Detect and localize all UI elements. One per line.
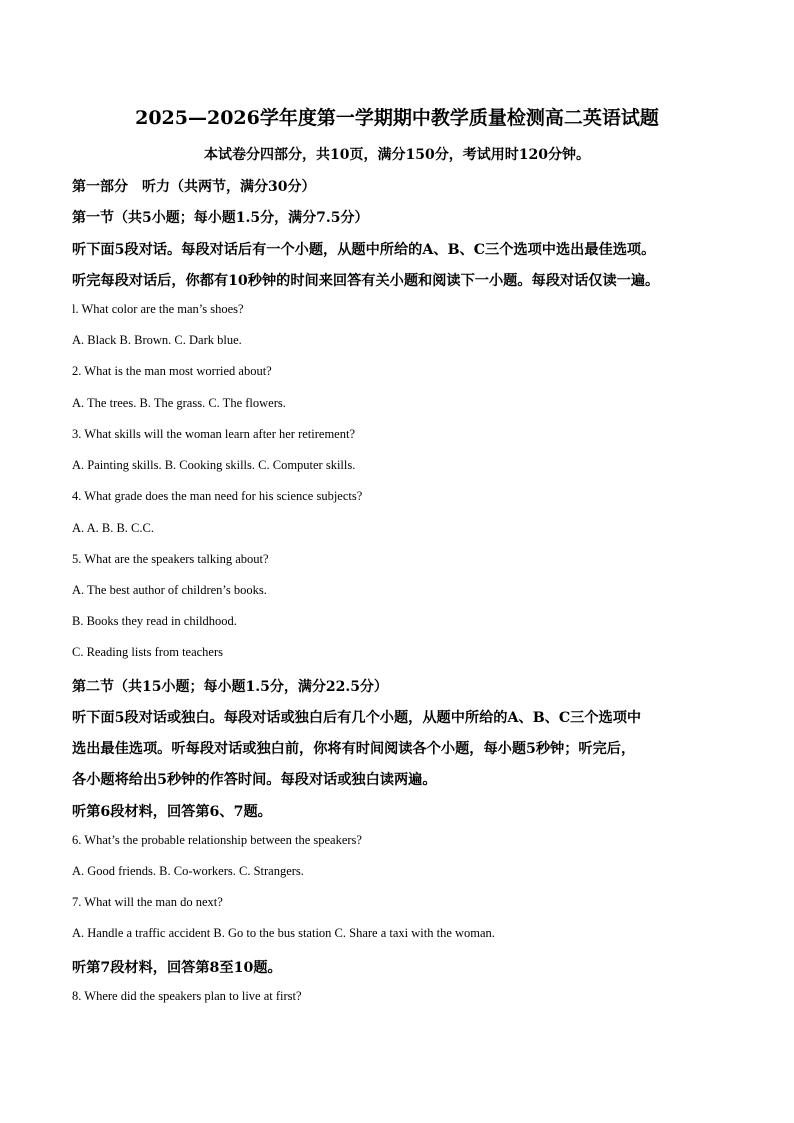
question-6: 6. What’s the probable relationship between the speakers? (72, 833, 362, 847)
material-6-heading: 听第6段材料，回答第6、7题。 (72, 804, 272, 820)
question-5: 5. What are the speakers talking about? (72, 552, 269, 566)
section1-heading: 第一节（共5小题；每小题1.5分，满分7.5分） (72, 210, 369, 226)
section1-instruction-line: 听下面5段对话。每段对话后有一个小题，从题中所给的A、B、C三个选项中选出最佳选项。 (72, 242, 656, 258)
section2-instruction-line: 选出最佳选项。听每段对话或独白前，你将有时间阅读各个小题，每小题5秒钟；听完后， (72, 741, 636, 757)
question-6-options: A. Good friends. B. Co-workers. C. Strangers. (72, 864, 304, 878)
page-title: 2025—2026学年度第一学期期中教学质量检测高二英语试题 (135, 107, 659, 129)
part1-heading: 第一部分 听力（共两节，满分30分） (72, 179, 316, 195)
question-2-options: A. The trees. B. The grass. C. The flowers. (72, 396, 286, 410)
question-5-option-c: C. Reading lists from teachers (72, 645, 224, 659)
question-8: 8. Where did the speakers plan to live at first? (72, 989, 302, 1003)
material-7-heading: 听第7段材料，回答第8至10题。 (72, 960, 282, 976)
question-1: l. What color are the man’s shoes? (72, 302, 244, 316)
question-7: 7. What will the man do next? (72, 895, 223, 909)
question-1-options: A. Black B. Brown. C. Dark blue. (72, 333, 242, 347)
question-2: 2. What is the man most worried about? (72, 364, 272, 378)
question-3: 3. What skills will the woman learn after her retirement? (72, 427, 356, 441)
section2-instruction-line: 听下面5段对话或独白。每段对话或独白后有几个小题，从题中所给的A、B、C三个选项中 (72, 710, 642, 726)
exam-info: 本试卷分四部分，共10页，满分150分，考试用时120分钟。 (204, 147, 590, 163)
section1-instruction-line: 听完每段对话后，你都有10秒钟的时间来回答有关小题和阅读下一小题。每段对话仅读一遍。 (72, 273, 660, 289)
question-4-options: A. A. B. B. C.C. (72, 521, 154, 535)
question-3-options: A. Painting skills. B. Cooking skills. C. Computer skills. (72, 458, 356, 472)
question-5-option-a: A. The best author of children’s books. (72, 583, 267, 597)
section2-instruction-line: 各小题将给出5秒钟的作答时间。每段对话或独白读两遍。 (72, 772, 437, 788)
question-7-options: A. Handle a traffic accident B. Go to the bus station C. Share a taxi with the woman. (72, 926, 495, 940)
question-4: 4. What grade does the man need for his science subjects? (72, 489, 363, 503)
question-5-option-b: B. Books they read in childhood. (72, 614, 237, 628)
section2-heading: 第二节（共15小题；每小题1.5分，满分22.5分） (72, 679, 388, 695)
